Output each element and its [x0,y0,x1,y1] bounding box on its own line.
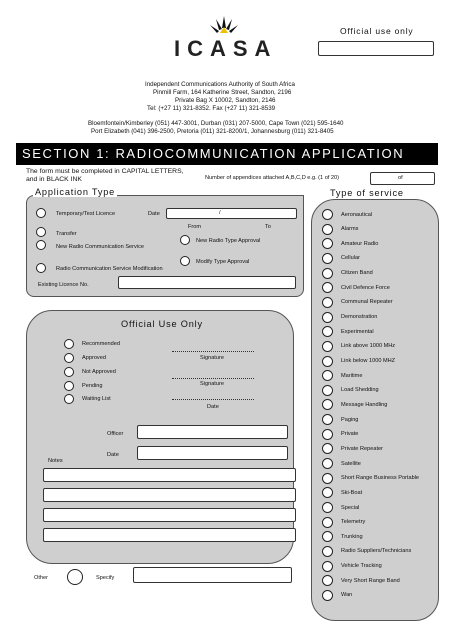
instructions-line: The form must be completed in CAPITAL LETTERS, [26,168,184,175]
pending-radio[interactable] [64,381,74,391]
service-label: Very Short Range Band [341,577,400,584]
service-label: Trunking [341,533,363,540]
icasa-logo [168,14,280,64]
service-label: Vehicle Tracking [341,563,382,570]
temporary-licence-radio[interactable] [36,208,46,218]
service-radio[interactable] [322,458,333,469]
office-line: Bloemfontein/Kimberley (051) 447-3001, Durban (031) 207-5000, Cape Town (021) 595-1640 [88,120,344,127]
service-label: Private [341,431,359,438]
service-label: Special [341,504,360,511]
service-radio[interactable] [322,209,333,220]
date-separator: / [219,210,221,216]
notes-field[interactable] [43,528,296,542]
service-radio[interactable] [322,268,333,279]
transfer-label: Transfer [56,231,77,237]
section-bar [16,143,438,165]
application-type-title: Application Type [35,187,116,197]
service-label: Communal Repeater [341,299,393,306]
service-radio[interactable] [322,429,333,440]
service-radio[interactable] [322,561,333,572]
appendices-of-label: of [398,175,403,181]
pending-label: Pending [82,383,103,389]
service-label: Message Handling [341,401,388,408]
service-radio[interactable] [322,253,333,264]
date-line[interactable] [172,399,254,400]
service-label: Demonstration [341,314,378,321]
not-approved-label: Not Approved [82,369,116,375]
new-service-radio[interactable] [36,240,46,250]
service-label: Private Repeater [341,445,383,452]
official-use-box[interactable] [318,41,434,56]
service-radio[interactable] [322,590,333,601]
service-label: Link above 1000 MHz [341,343,396,350]
service-radio[interactable] [322,473,333,484]
service-radio[interactable] [322,341,333,352]
service-label: Paging [341,416,359,423]
new-radio-type-radio[interactable] [180,235,190,245]
to-label: To [265,224,271,230]
approved-radio[interactable] [64,353,74,363]
signature-line[interactable] [172,351,254,352]
official-date-label: Date [107,452,119,458]
service-label: Radio Suppliers/Technicians [341,548,412,555]
service-radio[interactable] [322,356,333,367]
recommended-label: Recommended [82,341,120,347]
service-label: Telemetry [341,519,366,526]
type-of-service-title: Type of service [330,188,404,198]
brand-name: ICASA [174,36,278,61]
service-label: Amateur Radio [341,240,379,247]
date-label: Date [148,211,160,217]
org-line: Private Bag X 10002, Sandton, 2146 [175,97,276,104]
service-label: Load Shedding [341,387,379,394]
org-line: Pinmill Farm, 164 Katherine Street, Sandton, 2196 [153,89,292,96]
specify-field[interactable] [133,567,292,583]
official-date-field[interactable] [137,446,288,460]
date-label: Date [207,404,219,410]
instructions-line: and in BLACK INK [26,176,82,183]
notes-field[interactable] [43,508,296,522]
appendices-field[interactable] [370,172,435,185]
other-radio[interactable] [67,569,83,585]
notes-field[interactable] [43,488,296,502]
approved-label: Approved [82,355,106,361]
service-radio[interactable] [322,224,333,235]
official-use-label: Official use only [340,26,414,36]
office-line: Port Elizabeth (041) 396-2500, Pretoria (011) 321-8200/1, Johannesburg (011) 321-8405 [91,128,334,135]
new-service-label: New Radio Communication Service [56,244,144,250]
service-label: Alarms [341,226,359,233]
notes-label: Notes [48,458,63,464]
temporary-date-field[interactable] [166,208,297,219]
service-label: Short Range Business Portable [341,475,420,482]
waiting-list-label: Waiting List [82,396,111,402]
service-label: Civil Defence Force [341,284,390,291]
service-label: Wan [341,592,353,599]
org-line: Tel: (+27 11) 321-8352. Fax (+27 11) 321-8539 [147,105,276,112]
notes-field[interactable] [43,468,296,482]
existing-licence-label: Existing Licence No. [38,282,89,288]
section-title: SECTION 1: RADIOCOMMUNICATION APPLICATION [22,146,405,161]
signature-label: Signature [200,381,224,387]
temporary-licence-label: Temporary/Test Licence [56,211,116,217]
from-label: From [188,224,202,230]
signature-line[interactable] [172,378,254,379]
existing-licence-field[interactable] [118,276,296,289]
service-radio[interactable] [322,517,333,528]
service-radio[interactable] [322,297,333,308]
org-line: Independent Communications Authority of South Africa [145,81,295,88]
specify-label: Specify [96,575,115,581]
service-radio[interactable] [322,546,333,557]
modify-type-label: Modify Type Approval [196,259,250,265]
not-approved-radio[interactable] [64,367,74,377]
appendices-label: Number of appendices attached A,B,C,D e.g. (1 of 20) [205,175,340,181]
transfer-radio[interactable] [36,227,46,237]
service-label: Satellite [341,460,361,467]
other-label: Other [34,575,48,581]
new-radio-type-label: New Radio Type Approval [196,238,261,244]
modify-type-radio[interactable] [180,256,190,266]
service-radio[interactable] [322,385,333,396]
service-modification-radio[interactable] [36,263,46,273]
signature-label: Signature [200,355,224,361]
recommended-radio[interactable] [64,339,74,349]
service-radio[interactable] [322,502,333,513]
service-modification-label: Radio Communication Service Modification [56,266,163,272]
service-label: Maritime [341,372,363,379]
officer-field[interactable] [137,425,288,439]
service-label: Link below 1000 MHZ [341,358,396,364]
official-use-title: Official Use Only [121,319,203,329]
service-label: Experimental [341,328,374,335]
service-label: Citizen Band [341,270,373,277]
waiting-list-radio[interactable] [64,394,74,404]
officer-label: Officer [107,431,124,437]
service-radio[interactable] [322,312,333,323]
service-label: Ski-Boat [341,489,363,496]
service-label: Cellular [341,255,360,262]
service-label: Aeronautical [341,211,373,218]
